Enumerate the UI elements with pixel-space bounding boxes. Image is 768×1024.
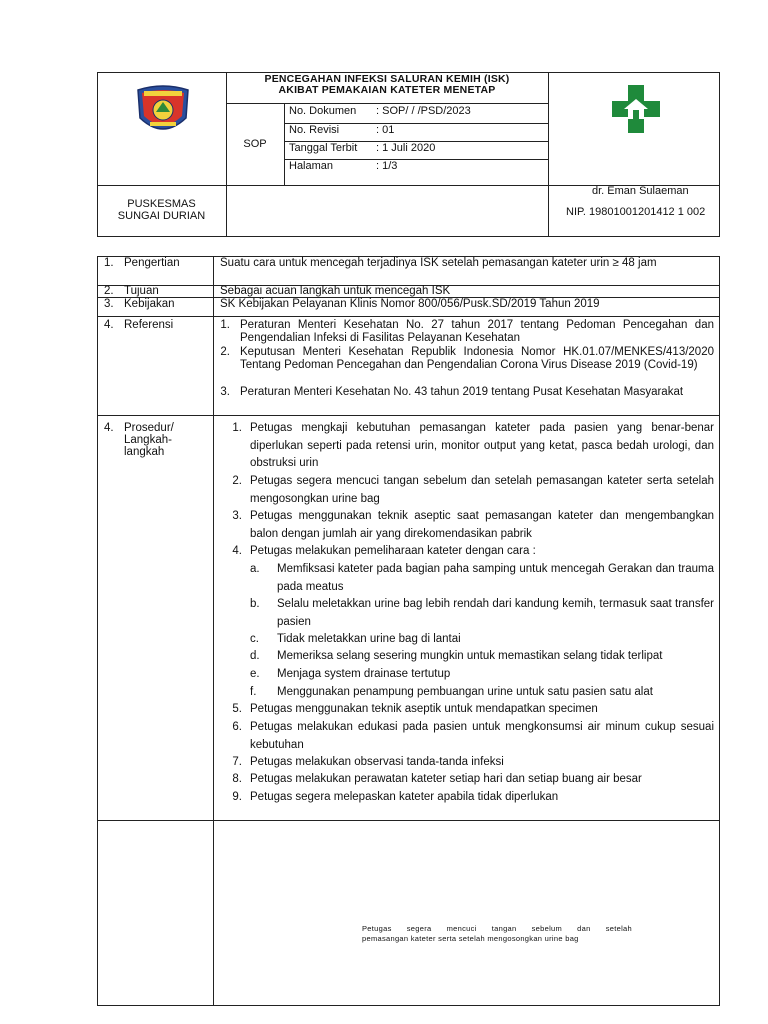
procedure-step bbox=[230, 543, 714, 561]
header-divider bbox=[226, 103, 548, 104]
row-number: 2. bbox=[104, 285, 114, 297]
table-divider bbox=[97, 316, 720, 317]
document-title bbox=[226, 74, 548, 96]
step-number: 4. bbox=[232, 545, 242, 557]
title-line: PENCEGAHAN INFEKSI SALURAN KEMIH (ISK) bbox=[264, 73, 510, 85]
step-number: 7. bbox=[232, 756, 242, 768]
substep-text: Selalu meletakkan urine bag lebih rendah dari kandung kemih, termasuk saat transfer pasien bbox=[277, 598, 714, 628]
note-line: Petugas segera mencuci tangan sebelum dan setelah bbox=[362, 924, 632, 933]
procedure-step bbox=[230, 473, 714, 508]
step-text: Petugas melakukan observasi tanda-tanda infeksi bbox=[250, 756, 504, 768]
substep-letter: e. bbox=[250, 668, 260, 680]
sop-label: SOP bbox=[243, 138, 267, 150]
substep-text: Memfiksasi kateter pada bagian paha samping untuk mencegah Gerakan dan trauma pada meatus bbox=[277, 563, 714, 593]
procedure-substep bbox=[250, 596, 714, 631]
row-label: Tujuan bbox=[124, 285, 159, 297]
procedure-substep bbox=[250, 684, 714, 702]
row-label: Pengertian bbox=[124, 257, 180, 269]
procedure-step bbox=[230, 420, 714, 473]
label-line: Langkah- bbox=[124, 434, 172, 446]
step-number: 1. bbox=[232, 422, 242, 434]
regency-emblem-icon bbox=[132, 84, 194, 138]
table-divider bbox=[213, 256, 214, 1006]
reference-item bbox=[216, 319, 714, 344]
step-text: Petugas mengkaji kebutuhan pemasangan kateter pada pasien yang benar-benar diperlukan seperti pada retensi urin, monitor output yang ketat, pasca bedah urologi, dan obstruksi urin bbox=[250, 422, 714, 469]
reference-item bbox=[216, 386, 714, 399]
procedure-substep bbox=[250, 631, 714, 649]
step-text: Petugas segera mencuci tangan sebelum dan setelah pemasangan kateter serta setelah mengosongkan urine bag bbox=[250, 475, 714, 505]
substep-text: Menggunakan penampung pembuangan urine untuk satu pasien satu alat bbox=[277, 686, 653, 698]
substep-text: Memeriksa selang sesering mungkin untuk memastikan selang tidak terlipat bbox=[277, 650, 663, 662]
procedure-step bbox=[230, 771, 714, 789]
title-line: AKIBAT PEMAKAIAN KATETER MENETAP bbox=[278, 84, 496, 96]
step-number: 8. bbox=[232, 773, 242, 785]
field-value: : 1 Juli 2020 bbox=[376, 142, 436, 154]
row-number: 4. bbox=[104, 422, 114, 434]
field-label: No. Revisi bbox=[289, 124, 340, 136]
step-number: 9. bbox=[232, 791, 242, 803]
substep-letter: c. bbox=[250, 633, 259, 645]
field-value: : 01 bbox=[376, 124, 395, 136]
field-label: No. Dokumen bbox=[289, 105, 357, 117]
procedure-step bbox=[230, 719, 714, 754]
header-divider bbox=[226, 72, 227, 237]
row-number: 3. bbox=[104, 298, 114, 310]
flowchart-note bbox=[362, 924, 632, 944]
org-line: SUNGAI DURIAN bbox=[117, 210, 206, 222]
label-line: Prosedur/ bbox=[124, 422, 174, 434]
procedure-substep bbox=[250, 561, 714, 596]
row-text: SK Kebijakan Pelayanan Klinis Nomor 800/056/Pusk.SD/2019 Tahun 2019 bbox=[220, 298, 600, 310]
substep-text: Tidak meletakkan urine bag di lantai bbox=[277, 633, 461, 645]
step-number: 6. bbox=[232, 721, 242, 733]
row-number: 1. bbox=[104, 257, 114, 269]
note-line: pemasangan kateter serta setelah mengosongkan urine bag bbox=[362, 934, 579, 943]
header-divider bbox=[284, 103, 285, 185]
field-value: : SOP/ / /PSD/2023 bbox=[376, 105, 471, 117]
procedure-substep bbox=[250, 648, 714, 666]
table-divider bbox=[97, 415, 720, 416]
substep-letter: d. bbox=[250, 650, 260, 662]
puskesmas-cross-icon bbox=[610, 83, 662, 135]
row-text: Suatu cara untuk mencegah terjadinya ISK setelah pemasangan kateter urin ≥ 48 jam bbox=[220, 257, 657, 269]
step-text: Petugas melakukan pemeliharaan kateter dengan cara : bbox=[250, 545, 536, 557]
substep-letter: b. bbox=[250, 598, 260, 610]
row-text: Sebagai acuan langkah untuk mencegah ISK bbox=[220, 285, 451, 297]
step-number: 2. bbox=[232, 475, 242, 487]
signer-nip: NIP. 19801001201412 1 002 bbox=[566, 206, 706, 218]
field-label: Halaman bbox=[289, 160, 334, 172]
step-number: 3. bbox=[232, 510, 242, 522]
substep-text: Menjaga system drainase tertutup bbox=[277, 668, 451, 680]
procedure-step bbox=[230, 701, 714, 719]
field-label: Tanggal Terbit bbox=[289, 142, 358, 154]
step-text: Petugas segera melepaskan kateter apabila tidak diperlukan bbox=[250, 791, 559, 803]
step-number: 5. bbox=[232, 703, 242, 715]
row-label: Kebijakan bbox=[124, 298, 175, 310]
step-text: Petugas melakukan perawatan kateter setiap hari dan setiap buang air besar bbox=[250, 773, 642, 785]
reference-item bbox=[216, 346, 714, 371]
item-text: Peraturan Menteri Kesehatan No. 43 tahun 2019 tentang Pusat Kesehatan Masyarakat bbox=[240, 386, 684, 398]
step-text: Petugas melakukan edukasi pada pasien untuk mengkonsumsi air minum cukup sesuai kebutuhan bbox=[250, 721, 714, 751]
substep-letter: a. bbox=[250, 563, 260, 575]
item-number: 3. bbox=[220, 386, 230, 398]
row-label bbox=[124, 422, 174, 458]
row-label: Referensi bbox=[124, 319, 174, 331]
header-divider bbox=[548, 72, 549, 237]
signer-name: dr. Eman Sulaeman bbox=[592, 185, 689, 197]
label-line: langkah bbox=[124, 446, 165, 458]
item-number: 2. bbox=[220, 346, 230, 358]
step-text: Petugas menggunakan teknik aseptic saat pemasangan kateter dan mengembangkan balon dengan jumlah air yang direkomendasikan pabrik bbox=[250, 510, 714, 540]
item-text: Peraturan Menteri Kesehatan No. 27 tahun 2017 tentang Pedoman Pencegahan dan Pengendalian Infeksi di Fasilitas Pelayanan Kesehatan bbox=[240, 319, 714, 344]
org-line: PUSKESMAS bbox=[127, 198, 196, 210]
item-text: Keputusan Menteri Kesehatan Republik Indonesia Nomor HK.01.07/MENKES/413/2020 Tentang Pedoman Pencegahan dan Pengendalian Corona Virus Disease 2019 (Covid-19) bbox=[240, 346, 714, 371]
substep-letter: f. bbox=[250, 686, 257, 698]
table-divider bbox=[97, 820, 720, 821]
field-value: : 1/3 bbox=[376, 160, 398, 172]
item-number: 1. bbox=[220, 319, 230, 331]
step-text: Petugas menggunakan teknik aseptik untuk mendapatkan specimen bbox=[250, 703, 598, 715]
procedure-step bbox=[230, 754, 714, 772]
procedure-step bbox=[230, 789, 714, 807]
procedure-substep bbox=[250, 666, 714, 684]
org-name bbox=[97, 198, 226, 222]
procedure-step bbox=[230, 508, 714, 543]
row-number: 4. bbox=[104, 319, 114, 331]
